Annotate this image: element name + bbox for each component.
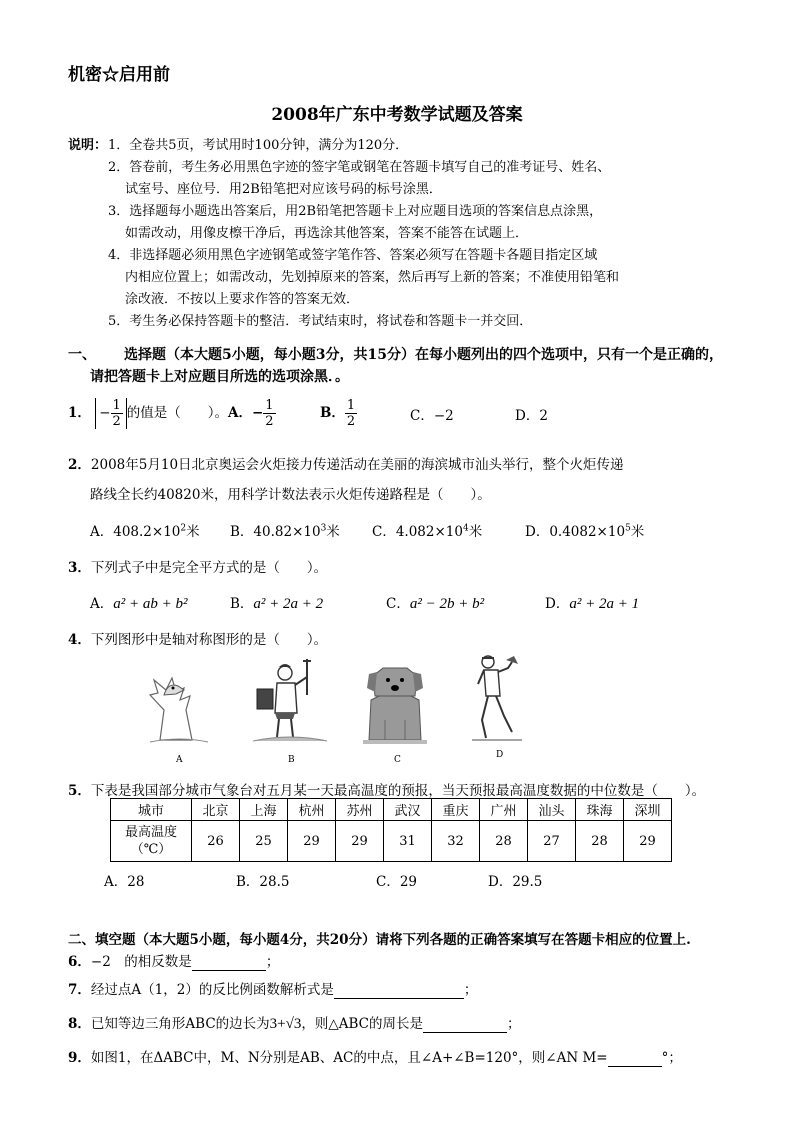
- q3-option-b: [230, 592, 323, 613]
- table-cell: 杭州: [288, 799, 336, 821]
- table-row: [111, 821, 672, 862]
- question-5: [68, 779, 705, 799]
- q1-number: 1．: [68, 405, 91, 421]
- q7-number: 7．: [68, 982, 91, 998]
- figure-c-dog: [355, 660, 435, 745]
- q5-number: 5．: [68, 783, 91, 799]
- q1-b-label: B．: [320, 405, 345, 421]
- figure-b-label: B: [288, 755, 295, 765]
- q3-number: 3．: [68, 560, 91, 576]
- figure-c-label: C: [394, 755, 401, 765]
- q2-c: C．4.082×10: [372, 524, 463, 540]
- question-4: [68, 628, 327, 648]
- table-header-row: [111, 799, 672, 821]
- note-3b: 如需改动，用像皮檫干净后，再选涂其他答案，答案不能答在试题上．: [125, 226, 529, 241]
- q1-a-num: 1: [265, 398, 274, 413]
- temperature-table: [110, 798, 672, 862]
- q2-c-exp: 4: [462, 523, 469, 534]
- note-2b: 试室号、座位号．用2B铅笔把对应该号码的标号涂黑．: [125, 182, 442, 197]
- figure-d-person: [462, 650, 532, 745]
- table-cell: 27: [528, 821, 576, 862]
- q3-c-expr: a² − 2b + b²: [409, 596, 485, 612]
- question-2: [68, 453, 624, 473]
- q2-d-exp: 5: [625, 523, 631, 534]
- question-8: [68, 1012, 521, 1033]
- q8-post: ；: [507, 1016, 521, 1032]
- note-2a: 2．答卷前，考生务必用黑色字迹的签字笔或钢笔在答题卡填写自己的准考证号、姓名、: [108, 160, 611, 175]
- note-1: 1．全卷共5页，考试用时100分钟，满分为120分．: [108, 138, 409, 153]
- table-cell: 苏州: [336, 799, 384, 821]
- q9-text: 如图1，在ΔABC中，M、N分别是AB、AC的中点，且∠A+∠B=120°，则∠AN M=: [90, 1050, 608, 1066]
- q1-option-b: [320, 398, 357, 429]
- q3-text: 下列式子中是完全平方式的是（ ）。: [90, 560, 328, 576]
- q2-a: A．408.2×10: [90, 524, 181, 540]
- q2-option-b: [230, 520, 340, 540]
- section2-heading: 二、填空题（本大题5小题，每小题4分，共20分）请将下列各题的正确答案填写在答题卡相应的位置上.: [68, 932, 691, 948]
- q2-line2: 路线全长约40820米，用科学计数法表示火炬传递路程是（ ）。: [90, 487, 491, 503]
- table-cell: 32: [432, 821, 480, 862]
- q5-option-c: C．29: [376, 874, 418, 890]
- q3-option-c: [386, 592, 484, 613]
- section1-heading-2: 请把答题卡上对应题目所选的选项涂黑．。: [90, 369, 349, 385]
- table-cell: 重庆: [432, 799, 480, 821]
- figure-a-label: A: [176, 755, 183, 765]
- table-cell: 29: [336, 821, 384, 862]
- q8-expression: 3+√3: [269, 1016, 302, 1032]
- table-cell: 31: [384, 821, 432, 862]
- q3-d-label: D．: [545, 596, 570, 612]
- q9-post: °；: [661, 1050, 682, 1066]
- figure-d-label: D: [496, 750, 504, 760]
- q3-b-expr: a² + 2a + 2: [253, 596, 324, 612]
- table-cell: 上海: [240, 799, 288, 821]
- q1-text: 的值是（ ）。: [126, 405, 229, 421]
- q2-option-c: [372, 520, 482, 540]
- section1-heading: 选择题（本大题5小题，每小题3分，共15分）在每小题列出的四个选项中，只有一个是正确的，: [124, 347, 723, 363]
- q8-mid-text: ，则△ABC的周长是: [301, 1016, 423, 1032]
- question-3: [68, 556, 327, 576]
- table-cell: 29: [288, 821, 336, 862]
- q2-a-exp: 2: [180, 523, 187, 534]
- q1-minus: −: [99, 405, 111, 421]
- q2-a-unit: 米: [186, 524, 200, 540]
- figure-b-knight: [245, 655, 335, 745]
- q3-a-label: A．: [90, 596, 114, 612]
- table-cell: 28: [576, 821, 624, 862]
- abs-value-expression: [95, 398, 127, 429]
- table-cell: 28: [480, 821, 528, 862]
- question-6: [68, 950, 279, 971]
- note-4a: 4．非选择题必须用黑色字迹钢笔或签字笔作答、答案必须写在答题卡各题目指定区域: [108, 248, 598, 263]
- q2-d-unit: 米: [630, 524, 645, 540]
- secret-label: 机密☆启用前: [68, 65, 170, 85]
- q1-fraction: [111, 398, 123, 429]
- q6-post: ；: [265, 954, 280, 970]
- q3-b-label: B．: [230, 596, 254, 612]
- q1-a-label: A．−: [228, 405, 264, 421]
- table-cell: 北京: [192, 799, 240, 821]
- q3-option-d: [545, 592, 639, 613]
- q6-answer-blank[interactable]: [192, 954, 266, 971]
- table-cell: 广州: [480, 799, 528, 821]
- q8-answer-blank[interactable]: [423, 1016, 507, 1033]
- page-title: 2008年广东中考数学试题及答案: [271, 105, 523, 125]
- q1-frac-num: 1: [112, 398, 121, 413]
- table-cell: 城市: [111, 799, 192, 821]
- q7-post: ；: [463, 982, 478, 998]
- q5-option-b: B．28.5: [236, 874, 290, 890]
- note-3a: 3．选择题每小题选出答案后，用2B铅笔把答题卡上对应题目选项的答案信息点涂黑，: [108, 204, 603, 219]
- q1-b-den: 2: [346, 414, 356, 429]
- q6-text: −2 的相反数是: [90, 954, 192, 970]
- q2-b-unit: 米: [326, 524, 340, 540]
- q1-option-c: C．−2: [410, 408, 454, 424]
- q2-number: 2．: [68, 457, 91, 473]
- q2-d: D．0.4082×10: [525, 524, 626, 540]
- q3-option-a: [90, 592, 188, 613]
- q8-text: 已知等边三角形ABC的边长为: [90, 1016, 270, 1032]
- q1-option-d: D．2: [515, 408, 548, 424]
- q4-number: 4．: [68, 632, 91, 648]
- q6-number: 6．: [68, 954, 91, 970]
- row-label-line1: 最高温度: [124, 825, 177, 840]
- q3-d-expr: a² + 2a + 1: [569, 596, 640, 612]
- table-cell: 29: [624, 821, 672, 862]
- note-4c: 涂改液．不按以上要求作答的答案无效．: [125, 292, 360, 307]
- table-cell: 深圳: [624, 799, 672, 821]
- section1-number: 一、: [68, 347, 96, 363]
- table-cell: 26: [192, 821, 240, 862]
- q2-option-d: [525, 520, 644, 540]
- q7-answer-blank[interactable]: [334, 982, 464, 999]
- table-cell: 汕头: [528, 799, 576, 821]
- q1-frac-den: 2: [112, 414, 121, 429]
- q5-option-d: D．29.5: [488, 874, 543, 890]
- q2-line1: 2008年5月10日北京奥运会火炬接力传递活动在美丽的海滨城市汕头举行，整个火炬传递: [90, 457, 624, 473]
- q9-number: 9．: [68, 1050, 91, 1066]
- question-9: [68, 1046, 682, 1067]
- q7-text: 经过点A（1，2）的反比例函数解析式是: [90, 982, 334, 998]
- note-4b: 内相应位置上；如需改动，先划掉原来的答案，然后再写上新的答案；不准使用铅笔和: [125, 270, 620, 285]
- q1-option-a: [228, 398, 276, 429]
- q8-number: 8．: [68, 1016, 91, 1032]
- q9-answer-blank[interactable]: [608, 1050, 662, 1067]
- q1-a-den: 2: [265, 414, 274, 429]
- table-row-label: [111, 821, 192, 862]
- q2-option-a: [90, 520, 200, 540]
- q2-b-exp: 3: [320, 523, 327, 534]
- table-cell: 珠海: [576, 799, 624, 821]
- figure-a-tree: [140, 660, 220, 745]
- table-cell: 武汉: [384, 799, 432, 821]
- q4-text: 下列图形中是轴对称图形的是（ ）。: [90, 632, 328, 648]
- table-cell: 25: [240, 821, 288, 862]
- q2-b: B．40.82×10: [230, 524, 321, 540]
- q1-b-num: 1: [346, 398, 356, 413]
- q3-c-label: C．: [386, 596, 410, 612]
- question-7: [68, 978, 477, 999]
- q5-text: 下表是我国部分城市气象台对五月某一天最高温度的预报，当天预报最高温度数据的中位数是（ ）。: [90, 783, 706, 799]
- q2-c-unit: 米: [468, 524, 483, 540]
- note-5: 5．考生务必保持答题卡的整洁．考试结束时，将试卷和答题卡一并交回．: [108, 314, 533, 329]
- notes-label: 说明：: [68, 138, 108, 153]
- q3-a-expr: a² + ab + b²: [113, 596, 188, 612]
- row-label-line2: （℃）: [130, 842, 172, 857]
- question-1: [68, 398, 228, 429]
- q5-option-a: A．28: [104, 874, 145, 890]
